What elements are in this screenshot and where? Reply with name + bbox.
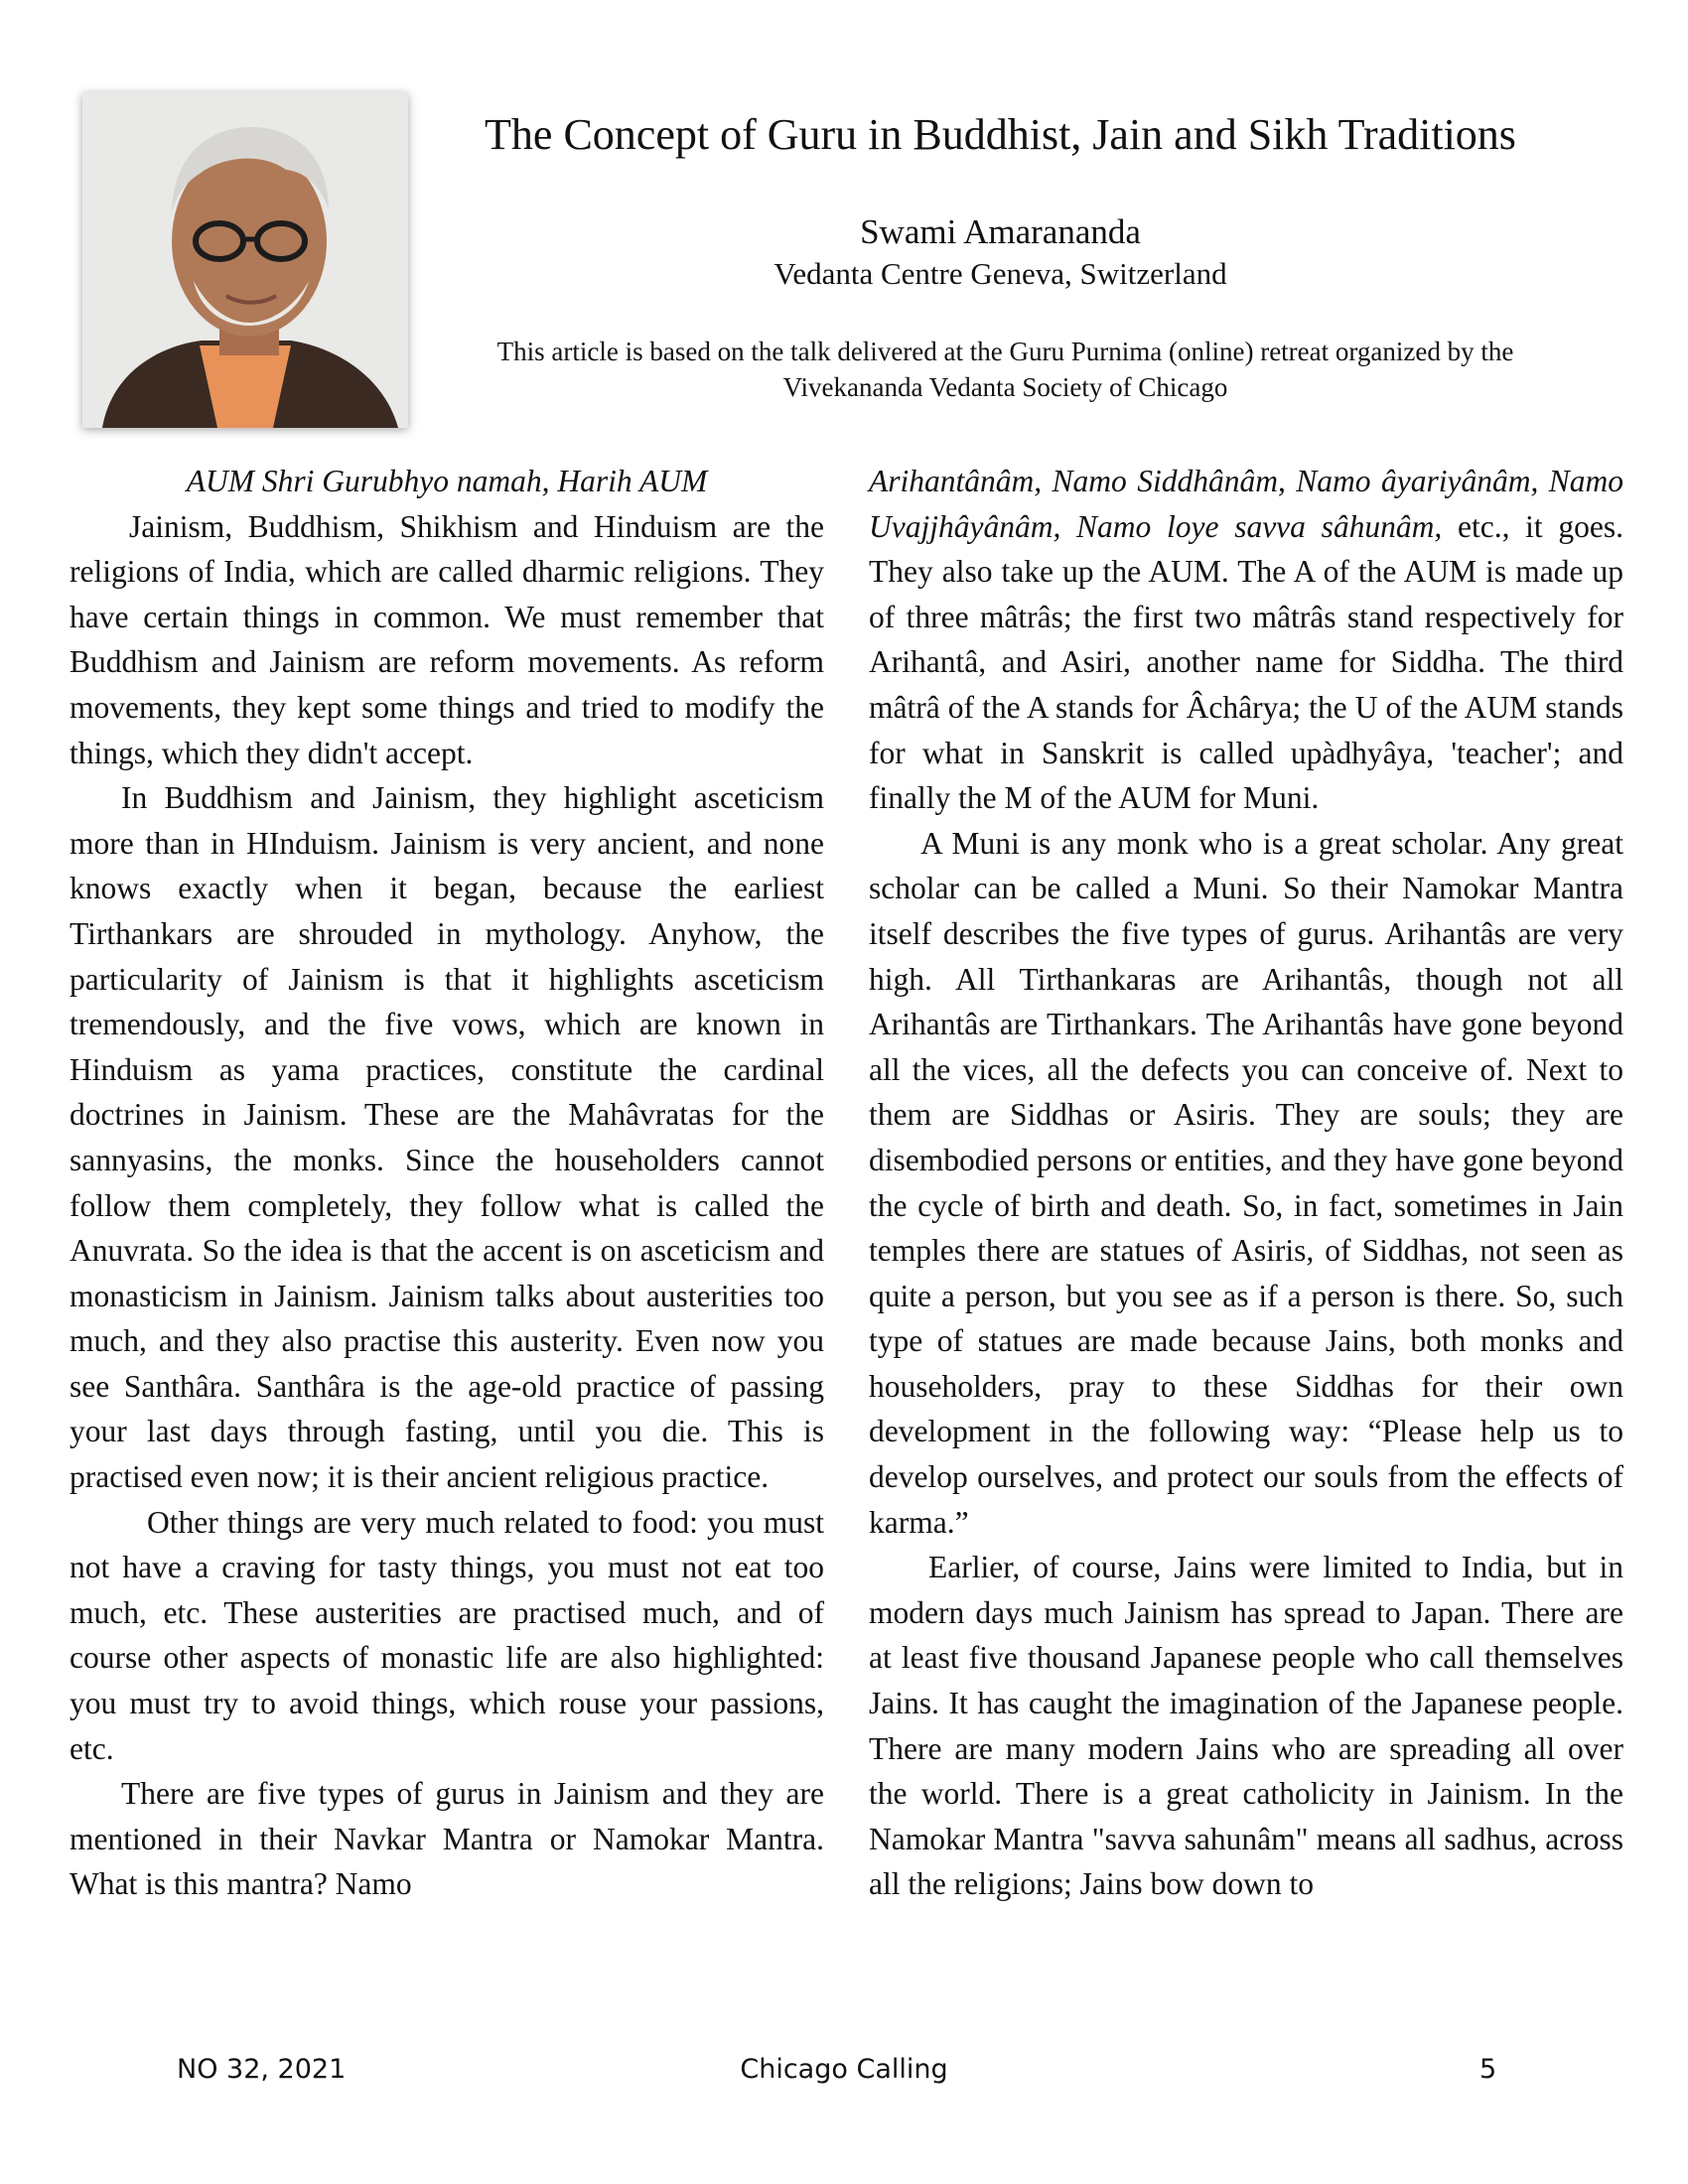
- author-affiliation: Vedanta Centre Geneva, Switzerland: [774, 256, 1227, 291]
- paragraph: A Muni is any monk who is a great scholar. Any great scholar can be called a Muni. So their Namokar Mantra itself describes the five types of gurus. Arihantâs are very high. All Tirthankaras are Arihantâs, though not all Arihantâs are Tirthankars. The Arihantâs have gone beyond all the vices, all the defects you can conceive of. Next to them are Siddhas or Asiris. They are souls; they are disembodied persons or entities, and they have gone beyond the cycle of birth and death. So, in fact, sometimes in Jain temples there are statues of Asiris, of Siddhas, not seen as quite a person, but you see as if a person is there. So, such type of statues are made because Jains, both monks and householders, pray to these Siddhas for their own development in the following way: “Please help us to develop ourselves, and protect our souls from the effects of karma.”: [869, 825, 1623, 1540]
- author-name: Swami Amarananda: [860, 212, 1141, 251]
- mantra-text: Arihantânâm, Namo Siddhânâm, Namo âyariyânâm, Namo Uvajjhâyânâm, Namo loye savva sâhunâm,: [869, 464, 1623, 544]
- paragraph: There are five types of gurus in Jainism and they are mentioned in their Navkar Mantra or Namokar Mantra. What is this mantra? Namo: [70, 1776, 824, 1902]
- paragraph: Jainism, Buddhism, Shikhism and Hinduism are the religions of India, which are called dharmic religions. They have certain things in common. We must remember that Buddhism and Jainism are reform movements. As reform movements, they kept some things and tried to modify the things, which they didn't accept.: [70, 508, 824, 770]
- article-note: This article is based on the talk delivered at the Guru Purnima (online) retreat organized by the Vivekananda Vedanta Society of Chicago: [496, 337, 1514, 402]
- footer-publication: Chicago Calling: [740, 2054, 948, 2085]
- left-column: [70, 459, 824, 1907]
- footer-issue: NO 32, 2021: [177, 2054, 347, 2085]
- right-column: [869, 459, 1623, 1907]
- paragraph-continuation: etc., it goes. They also take up the AUM. The A of the AUM is made up of three mâtrâs; the first two mâtrâs stand respectively for Arihantâ, and Asiri, another name for Siddha. The third mâtrâ of the A stands for Âchârya; the U of the AUM stands for what in Sanskrit is called upàdhyâya, 'teacher'; and finally the M of the AUM for Muni.: [869, 508, 1623, 816]
- paragraph: In Buddhism and Jainism, they highlight asceticism more than in HInduism. Jainism is very ancient, and none knows exactly when it began, because the earliest Tirthankars are shrouded in mythology. Anyhow, the particularity of Jainism is that it highlights asceticism tremendously, and the five vows, which are known in Hinduism as yama practices, constitute the cardinal doctrines in Jainism. These are the Mahâvratas for the sannyasins, the monks. Since the householders cannot follow them completely, they follow what is called the Anuvrata. So the idea is that the accent is on asceticism and monasticism in Jainism. Jainism talks about austerities too much, and they also practise this austerity. Even now you see Santhâra. Santhâra is the age-old practice of passing your last days through fasting, until you die. This is practised even now; it is their ancient religious practice.: [70, 780, 824, 1495]
- footer-page-number: 5: [1479, 2054, 1497, 2085]
- author-photo: [82, 92, 408, 428]
- paragraph: Other things are very much related to food: you must not have a craving for tasty things, you must not eat too much, etc. These austerities are practised much, and of course other aspects of monastic life are also highlighted: you must try to avoid things, which rouse your passions, etc.: [70, 1504, 824, 1766]
- article-title: The Concept of Guru in Buddhist, Jain and Sikh Traditions: [485, 110, 1516, 159]
- invocation: AUM Shri Gurubhyo namah, Harih AUM: [186, 464, 708, 498]
- paragraph: [869, 459, 1623, 821]
- paragraph: Earlier, of course, Jains were limited to India, but in modern days much Jainism has spread to Japan. There are at least five thousand Japanese people who call themselves Jains. It has caught the imagination of the Japanese people. There are many modern Jains who are spreading all over the world. There is a great catholicity in Jainism. In the Namokar Mantra "savva sahunâm" means all sadhus, across all the religions; Jains bow down to: [869, 1550, 1623, 1902]
